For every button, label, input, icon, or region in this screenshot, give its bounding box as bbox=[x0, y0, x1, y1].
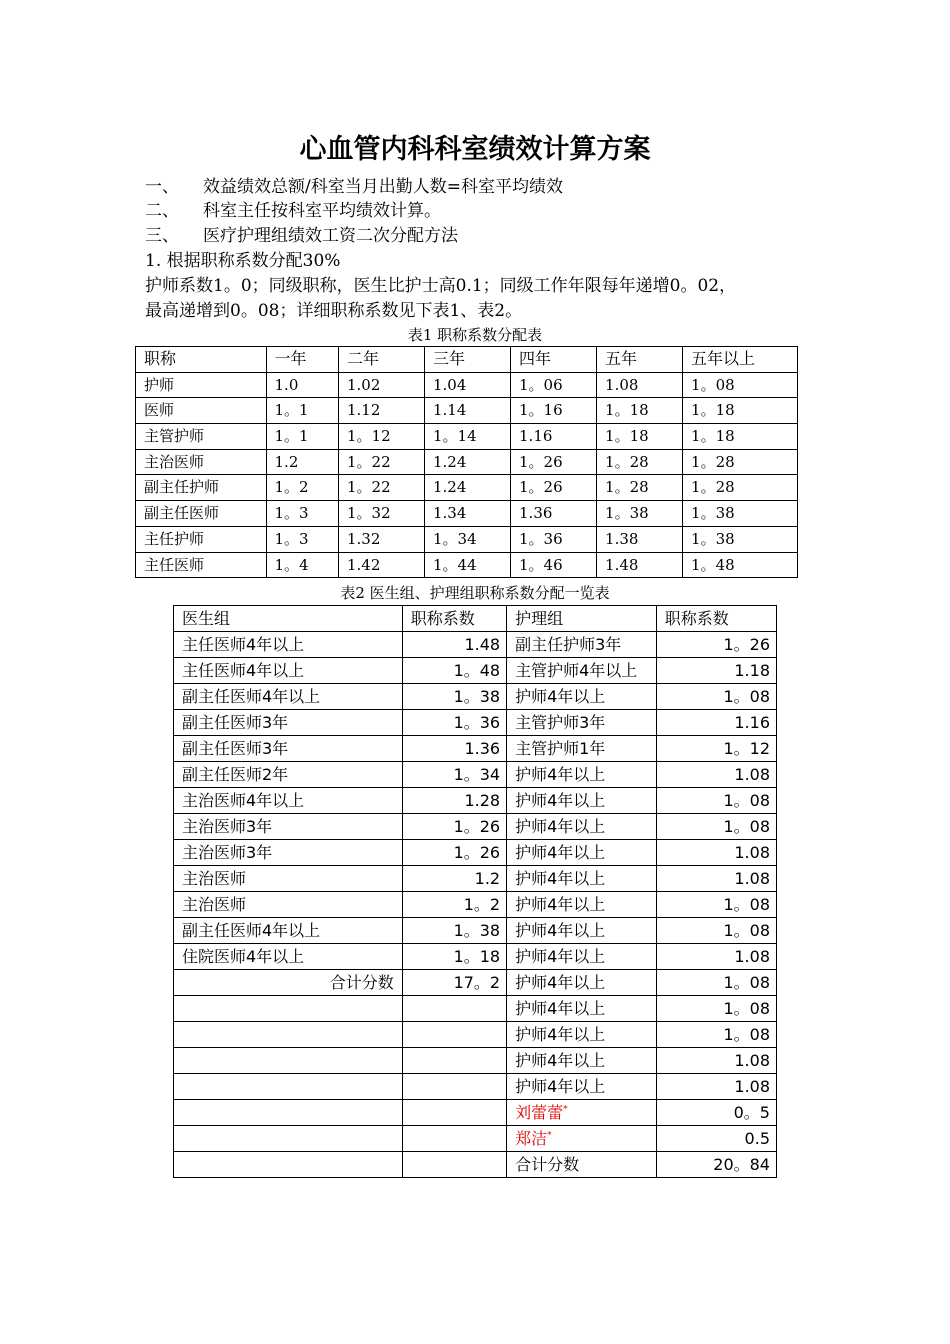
table-cell: 1。08 bbox=[656, 684, 776, 710]
table-cell: 1.32 bbox=[338, 526, 424, 552]
table2-caption: 表2 医生组、护理组职称系数分配一览表 bbox=[340, 584, 610, 602]
table-cell bbox=[402, 1152, 506, 1178]
asterisk-mark: * bbox=[547, 1130, 552, 1141]
table-row bbox=[136, 526, 798, 552]
table-row bbox=[174, 1100, 777, 1126]
table-cell: 主管护师1年 bbox=[507, 736, 657, 762]
table-cell: 1。1 bbox=[266, 424, 338, 450]
table-cell bbox=[402, 1022, 506, 1048]
table-cell: 1。18 bbox=[683, 424, 798, 450]
table-cell: 1。28 bbox=[683, 475, 798, 501]
table-cell: 主任护师 bbox=[136, 526, 267, 552]
table-cell: 1.2 bbox=[266, 449, 338, 475]
table-row bbox=[174, 970, 777, 996]
table-row bbox=[174, 788, 777, 814]
column-header: 五年 bbox=[597, 347, 683, 373]
table-cell: 1。28 bbox=[597, 449, 683, 475]
table-cell: 1。38 bbox=[683, 526, 798, 552]
table-cell bbox=[174, 1126, 403, 1152]
table-cell: 1。26 bbox=[402, 840, 506, 866]
table-cell: 副主任护师3年 bbox=[507, 632, 657, 658]
table-row bbox=[136, 424, 798, 450]
list-item-3 bbox=[145, 224, 458, 248]
table-cell: 主治医师 bbox=[136, 449, 267, 475]
table-cell: 主治医师3年 bbox=[174, 814, 403, 840]
list-text: 科室主任按科室平均绩效计算。 bbox=[203, 201, 441, 221]
list-text: 效益绩效总额/科室当月出勤人数=科室平均绩效 bbox=[203, 177, 563, 197]
table-cell: 1。28 bbox=[597, 475, 683, 501]
table-cell: 护师4年以上 bbox=[507, 892, 657, 918]
table-row bbox=[174, 996, 777, 1022]
table-cell: 主治医师 bbox=[174, 892, 403, 918]
table-cell: 1。12 bbox=[656, 736, 776, 762]
list-item-2 bbox=[145, 199, 441, 223]
table-cell: 1。36 bbox=[511, 526, 597, 552]
table-cell: 1.08 bbox=[656, 762, 776, 788]
table-cell: 0.5 bbox=[656, 1126, 776, 1152]
table-cell: 护师4年以上 bbox=[507, 1022, 657, 1048]
table-row bbox=[174, 866, 777, 892]
table-cell: 1。18 bbox=[402, 944, 506, 970]
table-row bbox=[174, 632, 777, 658]
table-cell: 护师4年以上 bbox=[507, 918, 657, 944]
table-cell: 主管护师3年 bbox=[507, 710, 657, 736]
list-number: 三、 bbox=[145, 226, 179, 246]
table-cell bbox=[174, 1100, 403, 1126]
table-cell: 1。14 bbox=[425, 424, 511, 450]
table-row bbox=[174, 814, 777, 840]
highlighted-name: 刘蕾蕾 bbox=[515, 1103, 564, 1122]
table-cell bbox=[402, 1074, 506, 1100]
table-cell: 主任医师4年以上 bbox=[174, 658, 403, 684]
group-coefficient-table bbox=[173, 605, 777, 1178]
column-header: 医生组 bbox=[174, 606, 403, 632]
sub-heading: 1. 根据职称系数分配30% bbox=[145, 251, 341, 271]
table-cell: 1。22 bbox=[338, 475, 424, 501]
table-cell: 主治医师4年以上 bbox=[174, 788, 403, 814]
table-cell: 副主任医师3年 bbox=[174, 736, 403, 762]
table-row bbox=[174, 736, 777, 762]
table-cell: 护师4年以上 bbox=[507, 840, 657, 866]
table-cell: 1.16 bbox=[511, 424, 597, 450]
table-row bbox=[174, 1126, 777, 1152]
table-cell bbox=[402, 996, 506, 1022]
table-cell: 护师4年以上 bbox=[507, 996, 657, 1022]
table-row bbox=[174, 684, 777, 710]
table-row bbox=[136, 398, 798, 424]
table-cell: 1。08 bbox=[656, 918, 776, 944]
table-cell: 1.48 bbox=[597, 552, 683, 578]
table-cell bbox=[402, 1100, 506, 1126]
table-cell: 1.08 bbox=[656, 944, 776, 970]
table-cell: 主任医师 bbox=[136, 552, 267, 578]
table-cell: 1.08 bbox=[656, 840, 776, 866]
table-cell bbox=[507, 1100, 657, 1126]
document-title: 心血管内科科室绩效计算方案 bbox=[299, 134, 651, 165]
table-cell: 20。84 bbox=[656, 1152, 776, 1178]
table1-caption: 表1 职称系数分配表 bbox=[407, 326, 543, 344]
table-cell: 主管护师 bbox=[136, 424, 267, 450]
table-cell: 副主任医师3年 bbox=[174, 710, 403, 736]
table-cell: 1.36 bbox=[402, 736, 506, 762]
table-cell: 1。28 bbox=[683, 449, 798, 475]
table-cell: 1.16 bbox=[656, 710, 776, 736]
table-cell: 1。08 bbox=[656, 814, 776, 840]
table-cell: 1.12 bbox=[338, 398, 424, 424]
table-row bbox=[174, 1048, 777, 1074]
table-cell: 1.0 bbox=[266, 372, 338, 398]
table-cell: 护师4年以上 bbox=[507, 1074, 657, 1100]
table-cell: 副主任医师 bbox=[136, 501, 267, 527]
table-cell: 1.08 bbox=[656, 1074, 776, 1100]
table-cell: 1。48 bbox=[402, 658, 506, 684]
table-cell: 1.02 bbox=[338, 372, 424, 398]
column-header: 三年 bbox=[425, 347, 511, 373]
table-cell: 1。26 bbox=[511, 475, 597, 501]
column-header: 五年以上 bbox=[683, 347, 798, 373]
table-cell: 1。08 bbox=[683, 372, 798, 398]
table-cell: 1.34 bbox=[425, 501, 511, 527]
table-cell: 主任医师4年以上 bbox=[174, 632, 403, 658]
table-cell: 医师 bbox=[136, 398, 267, 424]
column-header: 二年 bbox=[338, 347, 424, 373]
table-cell bbox=[174, 1152, 403, 1178]
table-row bbox=[174, 710, 777, 736]
list-text: 医疗护理组绩效工资二次分配方法 bbox=[203, 226, 458, 246]
table-cell: 护师4年以上 bbox=[507, 866, 657, 892]
column-header: 职称系数 bbox=[402, 606, 506, 632]
table-cell: 1。08 bbox=[656, 892, 776, 918]
table-row bbox=[174, 840, 777, 866]
table-cell: 住院医师4年以上 bbox=[174, 944, 403, 970]
table-cell: 护师4年以上 bbox=[507, 762, 657, 788]
table-header-row bbox=[174, 606, 777, 632]
table-cell: 1.36 bbox=[511, 501, 597, 527]
highlighted-name: 郑洁 bbox=[515, 1129, 548, 1148]
table-cell: 17。2 bbox=[402, 970, 506, 996]
asterisk-mark: * bbox=[563, 1104, 568, 1115]
table-row bbox=[136, 372, 798, 398]
table-cell: 1.08 bbox=[656, 866, 776, 892]
table-cell bbox=[174, 1048, 403, 1074]
table-cell: 1.14 bbox=[425, 398, 511, 424]
table-cell: 1。1 bbox=[266, 398, 338, 424]
table-cell: 护师4年以上 bbox=[507, 814, 657, 840]
table-cell bbox=[507, 1126, 657, 1152]
list-number: 二、 bbox=[145, 201, 179, 221]
table-cell: 1。18 bbox=[683, 398, 798, 424]
table-header-row bbox=[136, 347, 798, 373]
table-cell: 1。2 bbox=[266, 475, 338, 501]
table-cell: 护师 bbox=[136, 372, 267, 398]
table-cell: 1。08 bbox=[656, 996, 776, 1022]
table-cell: 护师4年以上 bbox=[507, 970, 657, 996]
table-cell: 1。22 bbox=[338, 449, 424, 475]
table-row bbox=[174, 762, 777, 788]
table-cell: 1。38 bbox=[402, 684, 506, 710]
table-cell: 1。32 bbox=[338, 501, 424, 527]
table-cell: 护师4年以上 bbox=[507, 788, 657, 814]
table-cell: 1.18 bbox=[656, 658, 776, 684]
column-header: 职称 bbox=[136, 347, 267, 373]
table-cell bbox=[402, 1048, 506, 1074]
table-row bbox=[174, 918, 777, 944]
column-header: 护理组 bbox=[507, 606, 657, 632]
table-cell: 1。38 bbox=[683, 501, 798, 527]
table-cell: 1。46 bbox=[511, 552, 597, 578]
table-cell: 1。18 bbox=[597, 398, 683, 424]
table-cell: 副主任医师2年 bbox=[174, 762, 403, 788]
table-cell: 主治医师 bbox=[174, 866, 403, 892]
table-row bbox=[174, 658, 777, 684]
table-cell: 护师4年以上 bbox=[507, 944, 657, 970]
table-cell: 副主任护师 bbox=[136, 475, 267, 501]
table-cell: 护师4年以上 bbox=[507, 1048, 657, 1074]
table-cell: 合计分数 bbox=[507, 1152, 657, 1178]
table-row bbox=[174, 1074, 777, 1100]
table-cell: 1。18 bbox=[597, 424, 683, 450]
table-cell: 1。06 bbox=[511, 372, 597, 398]
table-row bbox=[136, 552, 798, 578]
paragraph-line-2: 最高递增到0。08；详细职称系数见下表1、表2。 bbox=[145, 301, 523, 321]
table-cell: 副主任医师4年以上 bbox=[174, 684, 403, 710]
table-cell: 1。12 bbox=[338, 424, 424, 450]
table-cell: 1。38 bbox=[402, 918, 506, 944]
table-cell: 1。36 bbox=[402, 710, 506, 736]
table-cell: 1.28 bbox=[402, 788, 506, 814]
table-cell bbox=[174, 996, 403, 1022]
table-cell: 1。2 bbox=[402, 892, 506, 918]
table-cell: 1。08 bbox=[656, 970, 776, 996]
table-cell: 1.08 bbox=[597, 372, 683, 398]
column-header: 四年 bbox=[511, 347, 597, 373]
table-row bbox=[174, 944, 777, 970]
table-cell: 副主任医师4年以上 bbox=[174, 918, 403, 944]
table-cell: 1.04 bbox=[425, 372, 511, 398]
table-cell: 1。26 bbox=[402, 814, 506, 840]
table-cell: 1。26 bbox=[511, 449, 597, 475]
table-cell: 1.48 bbox=[402, 632, 506, 658]
column-header: 职称系数 bbox=[656, 606, 776, 632]
table-cell: 1.24 bbox=[425, 475, 511, 501]
table-cell: 1。3 bbox=[266, 526, 338, 552]
table-cell: 1.24 bbox=[425, 449, 511, 475]
list-number: 一、 bbox=[145, 177, 179, 197]
table-cell: 1.2 bbox=[402, 866, 506, 892]
table-row bbox=[174, 1152, 777, 1178]
column-header: 一年 bbox=[266, 347, 338, 373]
table-row bbox=[136, 475, 798, 501]
table-cell: 1。26 bbox=[656, 632, 776, 658]
table-row bbox=[174, 1022, 777, 1048]
table-cell: 1。08 bbox=[656, 788, 776, 814]
table-cell: 0。5 bbox=[656, 1100, 776, 1126]
table-cell: 1。34 bbox=[402, 762, 506, 788]
table-cell bbox=[402, 1126, 506, 1152]
table-cell: 护师4年以上 bbox=[507, 684, 657, 710]
table-row bbox=[136, 449, 798, 475]
table-cell: 主治医师3年 bbox=[174, 840, 403, 866]
table-cell: 1.42 bbox=[338, 552, 424, 578]
table-cell: 1。08 bbox=[656, 1022, 776, 1048]
table-cell: 1.38 bbox=[597, 526, 683, 552]
table-cell: 1。4 bbox=[266, 552, 338, 578]
table-cell: 1。34 bbox=[425, 526, 511, 552]
paragraph-line-1: 护师系数1。0；同级职称，医生比护士高0.1；同级工作年限每年递增0。02， bbox=[145, 276, 737, 296]
table-cell: 1。16 bbox=[511, 398, 597, 424]
table-cell: 主管护师4年以上 bbox=[507, 658, 657, 684]
title-coefficient-table bbox=[135, 346, 798, 578]
table-cell: 合计分数 bbox=[174, 970, 403, 996]
table-cell: 1。3 bbox=[266, 501, 338, 527]
table-cell: 1。44 bbox=[425, 552, 511, 578]
table-row bbox=[136, 501, 798, 527]
table-cell: 1.08 bbox=[656, 1048, 776, 1074]
list-item-1 bbox=[145, 175, 563, 199]
table-cell bbox=[174, 1022, 403, 1048]
table-row bbox=[174, 892, 777, 918]
table-cell bbox=[174, 1074, 403, 1100]
table-cell: 1。38 bbox=[597, 501, 683, 527]
table-cell: 1。48 bbox=[683, 552, 798, 578]
